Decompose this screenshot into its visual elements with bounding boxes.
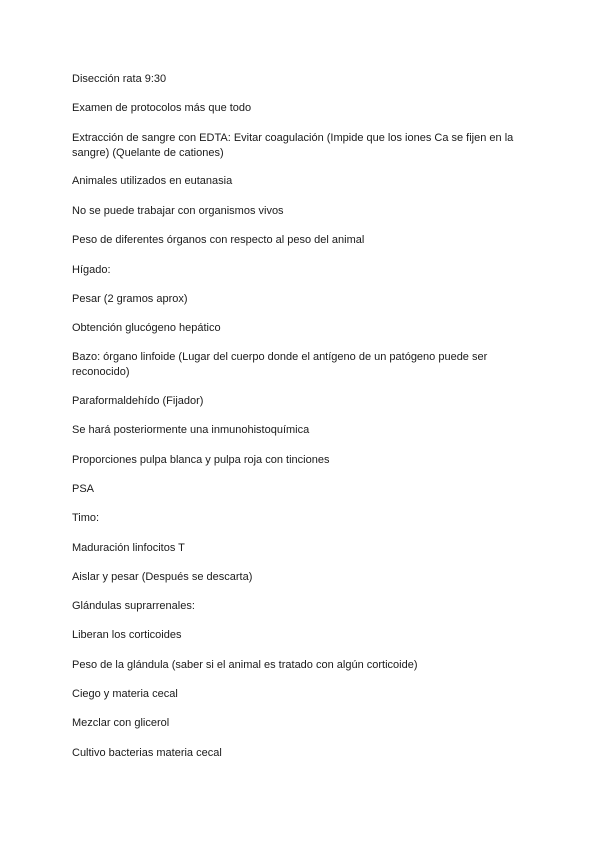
paragraph-psa: PSA <box>72 483 95 495</box>
paragraph-paraformaldehyde: Paraformaldehído (Fijador) <box>72 395 204 407</box>
paragraph-euthanasia: Animales utilizados en eutanasia <box>72 175 233 187</box>
paragraph-glycerol: Mezclar con glicerol <box>72 717 170 729</box>
paragraph-blood-extraction: Extracción de sangre con EDTA: Evitar coagulación (Impide que los iones Ca se fijen en la sangre) (Quelante de cationes) <box>72 132 514 159</box>
paragraph-dissection-time: Disección rata 9:30 <box>72 73 167 85</box>
paragraph-weigh-liver: Pesar (2 gramos aprox) <box>72 293 188 305</box>
paragraph-corticoids: Liberan los corticoides <box>72 629 182 641</box>
paragraph-gland-weight: Peso de la glándula (saber si el animal es tratado con algún corticoide) <box>72 659 418 671</box>
paragraph-immunohistochemistry: Se hará posteriormente una inmunohistoquímica <box>72 424 310 436</box>
paragraph-organ-weight: Peso de diferentes órganos con respecto al peso del animal <box>72 234 365 246</box>
paragraph-glycogen: Obtención glucógeno hepático <box>72 322 221 334</box>
paragraph-isolate-weigh: Aislar y pesar (Después se descarta) <box>72 571 253 583</box>
paragraph-cecum: Ciego y materia cecal <box>72 688 178 700</box>
paragraph-pulp-proportions: Proporciones pulpa blanca y pulpa roja con tinciones <box>72 454 330 466</box>
heading-liver: Hígado: <box>72 264 111 276</box>
heading-adrenal-glands: Glándulas suprarrenales: <box>72 600 195 612</box>
paragraph-no-live-organisms: No se puede trabajar con organismos vivos <box>72 205 284 217</box>
paragraph-bacteria-culture: Cultivo bacterias materia cecal <box>72 747 222 759</box>
heading-thymus: Timo: <box>72 512 100 524</box>
paragraph-t-lymphocytes: Maduración linfocitos T <box>72 542 185 554</box>
paragraph-exam-protocols: Examen de protocolos más que todo <box>72 102 252 114</box>
paragraph-spleen: Bazo: órgano linfoide (Lugar del cuerpo donde el antígeno de un patógeno puede ser reconocido) <box>72 351 488 378</box>
